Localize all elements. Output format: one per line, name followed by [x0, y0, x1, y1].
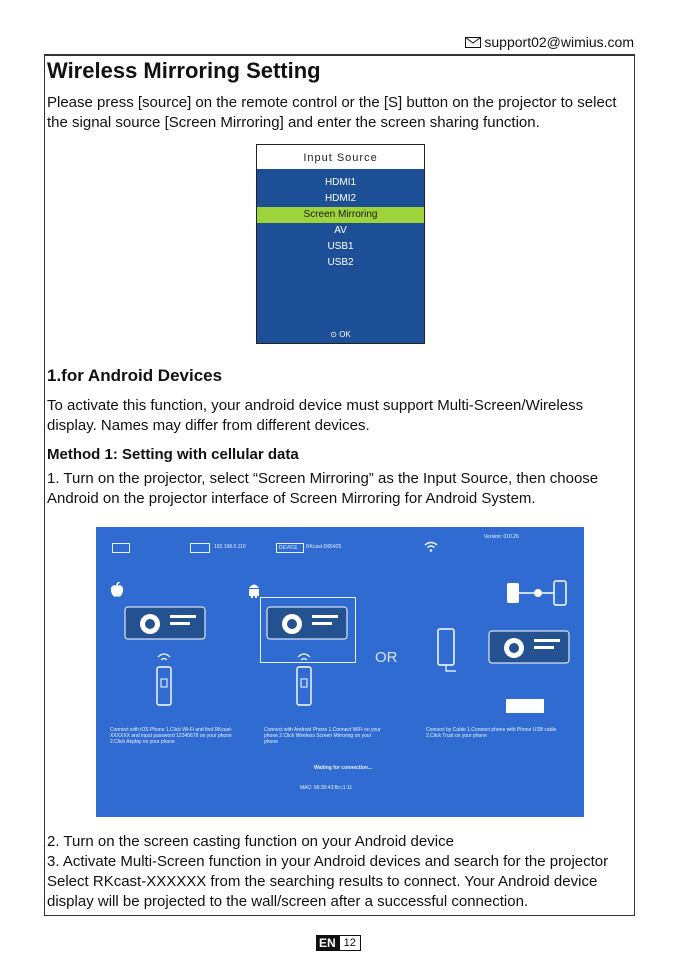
android-heading: 1.for Android Devices [47, 366, 223, 385]
device-name: RKcast-D65425 [306, 544, 342, 550]
step1-line-2: Android on the projector interface of Screen Mirroring for Android System. [47, 490, 536, 507]
android-desc-line-1: To activate this function, your android device must support Multi-Screen/Wireless [47, 397, 584, 414]
phone-cable-icon [436, 627, 458, 673]
menu-item-hdmi2[interactable]: HDMI2 [324, 193, 357, 204]
ios-instructions: Connect with iOS Phone 1.Click Wi-Fi and find RKcast-XXXXXX and input password 12345678 on your phone 2.Click Airplay on your phone [110, 727, 233, 745]
wifi-icon [424, 541, 438, 553]
step3-line-1: 3. Activate Multi-Screen function in your Android devices and search for the projector [47, 853, 609, 870]
usb-cable-icon [506, 577, 570, 607]
cable-instructions: Connect by Cable 1.Connect phone with Phone USB cable 2.Click Trust on your phone [426, 727, 557, 739]
menu-item-av[interactable]: AV [334, 225, 347, 236]
menu-title: Input Source [257, 145, 424, 169]
menu-item-screen-mirroring[interactable]: Screen Mirroring [257, 207, 424, 223]
steps-after-paragraph [47, 832, 627, 912]
header-email [465, 34, 634, 50]
step3-line-3: display will be projected to the wall/screen after a successful connection. [47, 893, 529, 910]
step3-line-2: Select RKcast-XXXXXX from the searching results to connect. Your Android device [47, 873, 598, 890]
projector-cable-icon [488, 627, 570, 667]
phone-android-icon [294, 651, 314, 707]
input-source-menu [256, 144, 425, 344]
method1-heading: Method 1: Setting with cellular data [47, 446, 299, 463]
menu-ok-hint: ⊙ OK [330, 330, 351, 339]
intro-line-2: the signal source [Screen Mirroring] and enter the screen sharing function. [47, 114, 540, 131]
step1-line-1: 1. Turn on the projector, select “Screen Mirroring” as the Input Source, then choose [47, 470, 599, 487]
ip-address: 192.168.0.110 [214, 544, 246, 550]
ip-icon-box [190, 543, 210, 553]
device-tag: DEVICE [279, 545, 298, 551]
email-text: support02@wimius.com [484, 34, 634, 50]
apple-icon [110, 582, 124, 598]
android-description [47, 396, 627, 436]
rk-badge [112, 543, 130, 553]
waiting-status: Waiting for connection... [314, 765, 373, 771]
phone-ios-icon [154, 651, 174, 707]
projector-ios-icon [124, 603, 206, 643]
page-footer [316, 935, 361, 951]
android-instructions: Connect with Android Phone 1.Connect WiFi on your phone 2.Click Wireless Screen Mirroring on your phone [264, 727, 381, 745]
page-title: Wireless Mirroring Setting [47, 58, 321, 83]
or-label: OR [375, 649, 398, 666]
menu-item-hdmi1[interactable]: HDMI1 [324, 177, 357, 188]
intro-paragraph [47, 93, 627, 133]
menu-item-usb2[interactable]: USB2 [327, 257, 354, 268]
ok-circle-icon: ⊙ [330, 330, 337, 339]
projector-android-icon [266, 603, 348, 643]
language-badge: EN [316, 935, 339, 951]
intro-line-1: Please press [source] on the remote control or the [S] button on the projector to select [47, 94, 617, 111]
android-icon [248, 582, 260, 598]
mac-address: MAC: 58:30:43:fb:c1:11 [300, 785, 353, 791]
firmware-version: Version: 010.26 [484, 534, 519, 540]
android-desc-line-2: display. Names may differ from different devices. [47, 417, 370, 434]
menu-item-usb1[interactable]: USB1 [327, 241, 354, 252]
device-tag-box [276, 543, 304, 553]
page-number: 12 [339, 935, 361, 951]
ok-button-graphic [506, 699, 544, 713]
step2-line: 2. Turn on the screen casting function on your Android device [47, 833, 454, 850]
screen-mirroring-interface [96, 527, 584, 817]
step1-paragraph [47, 469, 627, 509]
envelope-icon [465, 37, 481, 48]
